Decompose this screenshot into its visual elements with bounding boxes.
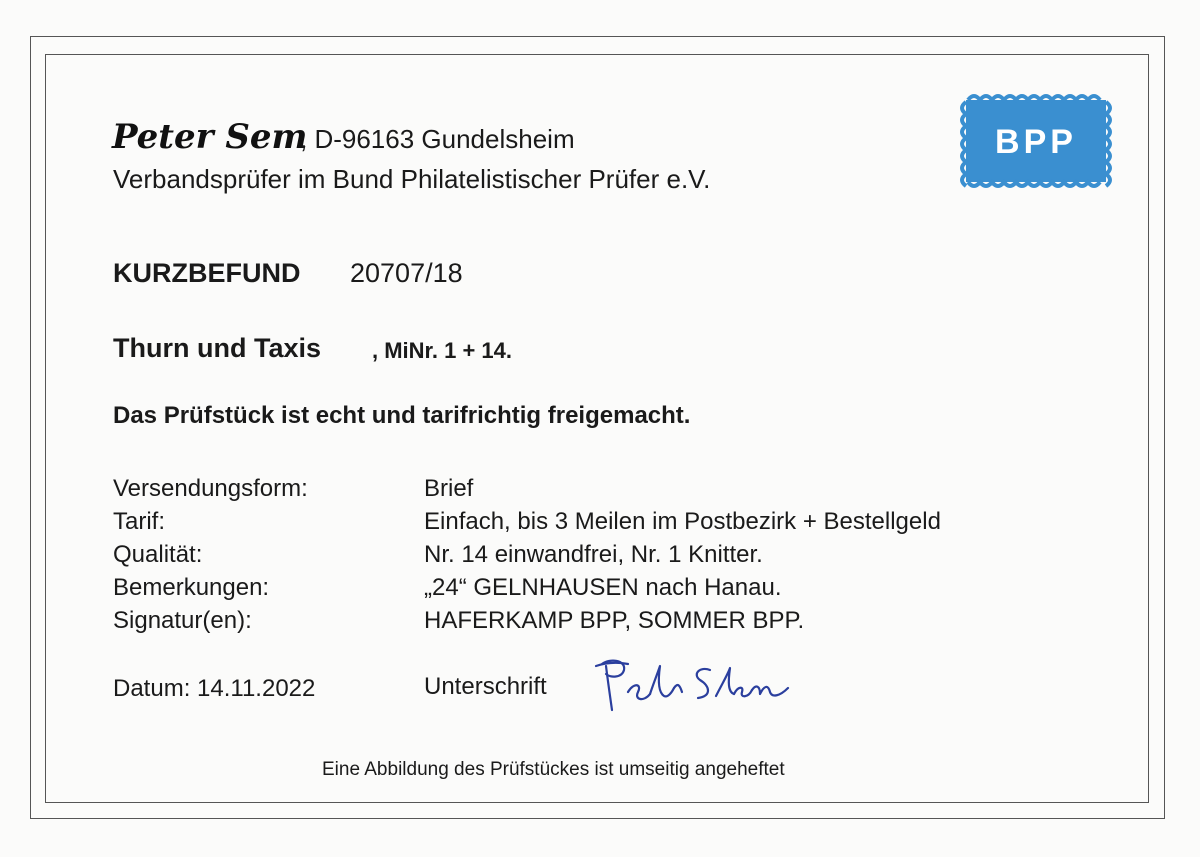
- bpp-logo-text: BPP: [995, 123, 1077, 161]
- report-label: KURZBEFUND: [113, 258, 301, 288]
- report-subject: Thurn und Taxis: [113, 333, 321, 363]
- field-value: Nr. 14 einwandfrei, Nr. 1 Knitter.: [424, 541, 763, 568]
- examiner-address: , D-96163 Gundelsheim: [300, 124, 575, 154]
- field-value: HAFERKAMP BPP, SOMMER BPP.: [424, 607, 805, 634]
- report-number: 20707/18: [350, 258, 463, 288]
- field-label: Bemerkungen:: [113, 574, 270, 601]
- examiner-subtitle: Verbandsprüfer im Bund Philatelistischer Prüfer e.V.: [113, 164, 711, 194]
- handwritten-signature: [588, 652, 818, 722]
- field-label: Qualität:: [113, 541, 203, 568]
- signature-label: Unterschrift: [424, 673, 547, 700]
- bpp-stamp-logo: [950, 90, 1115, 190]
- field-label: Versendungsform:: [113, 475, 308, 502]
- footer-note: Eine Abbildung des Prüfstückes ist umseitig angeheftet: [322, 759, 785, 780]
- field-label: Signatur(en):: [113, 607, 252, 634]
- field-label: Tarif:: [113, 508, 166, 535]
- field-value: Brief: [424, 475, 474, 502]
- field-value: Einfach, bis 3 Meilen im Postbezirk + Bestellgeld: [424, 508, 941, 535]
- report-date: Datum: 14.11.2022: [113, 675, 316, 702]
- examiner-name: Peter Sem: [112, 117, 308, 157]
- field-value: „24“ GELNHAUSEN nach Hanau.: [424, 574, 782, 601]
- report-statement: Das Prüfstück ist echt und tarifrichtig freigemacht.: [113, 402, 691, 429]
- report-subject-detail: , MiNr. 1 + 14.: [372, 338, 513, 363]
